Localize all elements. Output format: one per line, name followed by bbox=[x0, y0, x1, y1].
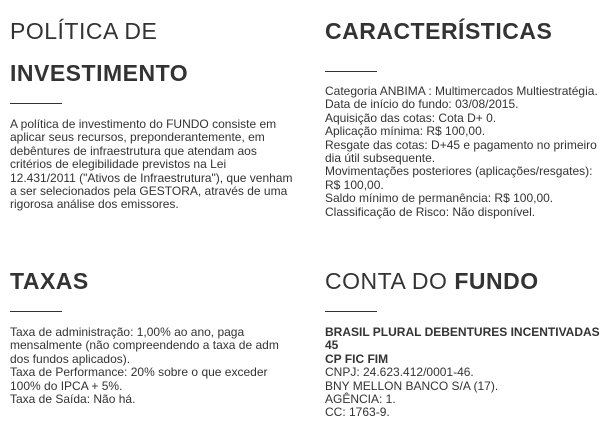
caracteristicas-section bbox=[325, 17, 610, 219]
taxas-title-heading bbox=[10, 267, 300, 295]
conta-line: CC: 1763-9. bbox=[325, 405, 390, 420]
politica-line: a ser selecionados pela GESTORA, através de uma bbox=[10, 184, 288, 199]
caracteristicas-divider bbox=[325, 71, 377, 72]
caracteristica-line: Saldo mínimo de permanência: R$ 100,00. bbox=[325, 191, 554, 206]
caracteristica-line: Categoria ANBIMA : Multimercados Multiestratégia. bbox=[325, 84, 598, 98]
fund-name-line1: BRASIL PLURAL DEBENTURES INCENTIVADAS 45 bbox=[325, 325, 600, 353]
taxas-divider bbox=[10, 311, 62, 312]
politica-body bbox=[10, 118, 300, 212]
politica-title-line1: POLÍTICA DE bbox=[10, 18, 158, 44]
taxa-line: dos fundos aplicados). bbox=[10, 351, 131, 366]
conta-divider bbox=[325, 311, 377, 312]
conta-line: CNPJ: 24.623.412/0001-46. bbox=[325, 365, 474, 380]
taxa-line: Taxa de Saída: Não há. bbox=[10, 392, 136, 407]
conta-line: AGÊNCIA: 1. bbox=[325, 392, 396, 407]
caracteristica-line: R$ 100,00. bbox=[325, 177, 384, 192]
politica-line: A política de investimento do FUNDO consiste em bbox=[10, 117, 277, 131]
taxas-section bbox=[10, 267, 300, 406]
fund-name-line2: CP FIC FIM bbox=[325, 351, 389, 366]
conta-body bbox=[325, 326, 610, 420]
conta-title-light: CONTA DO bbox=[325, 268, 455, 294]
caracteristicas-title: CARACTERÍSTICAS bbox=[325, 18, 553, 44]
caracteristica-line: Aplicação mínima: R$ 100,00. bbox=[325, 124, 486, 139]
caracteristicas-body bbox=[325, 85, 610, 219]
caracteristica-line: Data de início do fundo: 03/08/2015. bbox=[325, 97, 519, 112]
caracteristica-line: Resgate das cotas: D+45 e pagamento no primeiro bbox=[325, 137, 597, 152]
politica-title-line2-heading bbox=[10, 59, 300, 87]
conta-line: BNY MELLON BANCO S/A (17). bbox=[325, 378, 499, 393]
caracteristica-line: Aquisição das cotas: Cota D+ 0. bbox=[325, 110, 497, 125]
taxa-line: 100% do IPCA + 5%. bbox=[10, 378, 123, 393]
politica-title bbox=[10, 17, 300, 45]
politica-line: critérios de elegibilidade previstos na Lei bbox=[10, 157, 227, 172]
politica-line: debêntures de infraestrutura que atendam aos bbox=[10, 143, 257, 158]
conta-title-bold: FUNDO bbox=[454, 268, 539, 294]
taxa-line: mensalmente (não compreendendo a taxa de adm bbox=[10, 338, 279, 353]
politica-line: aplicar seus recursos, preponderantemente, em bbox=[10, 130, 265, 145]
taxas-title: TAXAS bbox=[10, 268, 89, 294]
conta-section bbox=[325, 267, 610, 420]
politica-line: 12.431/2011 ("Ativos de Infraestrutura"), que venham bbox=[10, 170, 293, 185]
politica-line: rigorosa análise dos emissores. bbox=[10, 197, 179, 212]
taxas-body bbox=[10, 326, 300, 406]
caracteristica-line: Classificação de Risco: Não disponível. bbox=[325, 204, 536, 219]
conta-title bbox=[325, 267, 610, 295]
taxa-line: Taxa de Performance: 20% sobre o que exceder bbox=[10, 365, 268, 380]
politica-section bbox=[10, 17, 300, 212]
caracteristica-line: Movimentações posteriores (aplicações/resgates): bbox=[325, 164, 593, 179]
politica-divider bbox=[10, 103, 62, 104]
taxa-line: Taxa de administração: 1,00% ao ano, paga bbox=[10, 325, 245, 339]
caracteristica-line: dia útil subsequente. bbox=[325, 151, 436, 166]
politica-title-line2: INVESTIMENTO bbox=[10, 60, 189, 86]
caracteristicas-title-heading bbox=[325, 17, 610, 45]
